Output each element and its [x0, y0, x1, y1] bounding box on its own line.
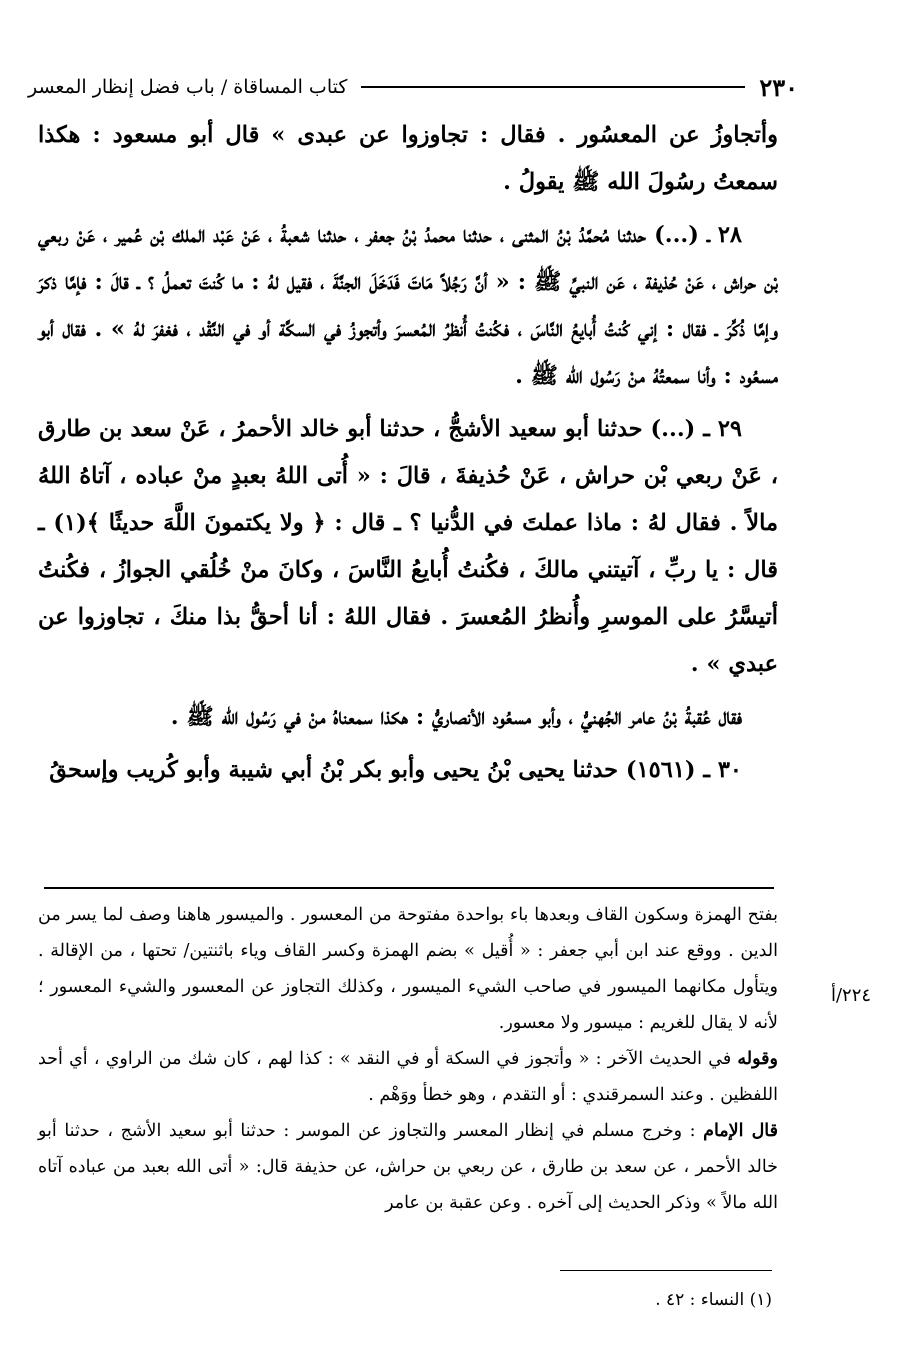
page-number: ٢٣٠ [759, 72, 798, 102]
hadith-paragraph: وأتجاوزُ عن المعسُور . فقال : تجاوزوا عن عبدى » قال أبو مسعود : هكذا سمعتُ رسُولَ الله ﷺ يقولُ . [38, 122, 778, 195]
footnote-divider [560, 1270, 772, 1271]
commentary [38, 897, 778, 1221]
commentary-lead: وقوله [737, 1049, 778, 1069]
footnote: (١) النساء : ٤٢ . [655, 1290, 772, 1310]
commentary-text: بفتح الهمزة وسكون القاف وبعدها باء بواحدة مفتوحة من المعسور . والميسور هاهنا وصف لما يسر من الدين . ووقع عند ابن أبي جعفر : « أُقيل » بضم الهمزة وكسر القاف وياء باثنتين/ تحتها ، من الإقالة . ويتأول مكانهما الميسور في صاحب الشيء الميسور ، وكذلك التجاوز عن المعسور والشيء المعسور ؛ لأنه لا يقال للغريم : ميسور ولا معسور. [38, 905, 778, 1033]
commentary-text: في الحديث الآخر : « وأتجوز في السكة أو في النقد » : كذا لهم ، كان شك من الراوي ، أي أحد اللفظين . وعند السمرقندي : أو التقدم ، وهو خطأ ووَهْم . [38, 1049, 778, 1105]
running-title: كتاب المساقاة / باب فضل إنظار المعسر [28, 76, 348, 98]
manuscript-folio-ref: ٢٢٤/أ [830, 985, 872, 1006]
page-header [28, 70, 798, 104]
hadith-paragraph: ٣٠ ـ (١٥٦١) حدثنا يحيى بْنُ يحيى وأبو بكر بْنُ أبي شيبة وأبو كُريب وإسحقُ [49, 757, 742, 783]
commentary-paragraph [38, 897, 778, 1041]
commentary-lead: قال الإمام [703, 1121, 778, 1141]
header-rule [361, 86, 745, 88]
main-text [38, 112, 778, 800]
commentary-divider [44, 887, 774, 889]
commentary-text: : وخرج مسلم في إنظار المعسر والتجاوز عن الموسر : حدثنا أبو سعيد الأشج ، حدثنا أبو خالد الأحمر ، عن سعد بن طارق ، عن ربعي بن حراش، عن حذيفة قال: « أتى الله بعبد من عباده آتاه الله مالاً » وذكر الحديث إلى آخره . وعن عقبة بن عامر [38, 1121, 778, 1213]
commentary-paragraph [38, 1113, 778, 1221]
hadith-paragraph: فقال عُقبةُ بْنُ عامر الجُهنيُّ ، وأبو مسعُود الأنصاريُّ : هكذا سمعناهُ منْ في رَسُول الله ﷺ . [170, 704, 742, 730]
commentary-paragraph [38, 1041, 778, 1113]
hadith-paragraph: ٢٩ ـ (...) حدثنا أبو سعيد الأشجُّ ، حدثنا أبو خالد الأحمرُ ، عَنْ سعد بن طارق ، عَنْ ربعي بْن حراش ، عَنْ حُذيفةَ ، قالَ : « أُتى اللهُ بعبدٍ منْ عباده ، آتاهُ اللهُ مالاً . فقال لهُ : ماذا عملتَ في الدُّنيا ؟ ـ قال : ﴿ ولا يكتمونَ اللَّهَ حديثًا ﴾(١) ـ قال : يا ربِّ ، آتيتني مالكَ ، فكُنتُ أُبايعُ النَّاسَ ، وكانَ منْ خُلُقي الجوازُ ، فكُنتُ أتيسَّرُ على الموسرِ وأُنظرُ المُعسرَ . فقال اللهُ : أنا أحقُّ بذا منكَ ، تجاوزوا عن عبدي » . [38, 416, 778, 677]
hadith-paragraph: ٢٨ ـ (...) حدثنا مُحمَّدُ بْنُ المثنى ، حدثنا محمدُ بْنُ جعفر ، حدثنا شعبةُ ، عَنْ عَبْد الملك بْن عُمير ، عَنْ ربعي بْن حراش ، عَنْ حُذيفة ، عَن النبيِّ ﷺ : « أنَّ رَجُلاً مَاتَ فَدَخَلَ الجنَّةَ ، فقيل لهُ : ما كُنتَ تعملُ ؟ ـ قالَ : فإمَّا ذكرَ وإمَّا ذُكِّرَ ـ فقال : إني كُنتُ أُبايعُ النَّاسَ ، فكُنتُ أُنظرُ المُعسرَ وأتجوزُ في السكَّة أو في النَّقْد ، فغفرَ لهُ » . فقال أبو مسعُود : وأنا سمعتُهُ منْ رَسُول الله ﷺ . [38, 222, 778, 389]
